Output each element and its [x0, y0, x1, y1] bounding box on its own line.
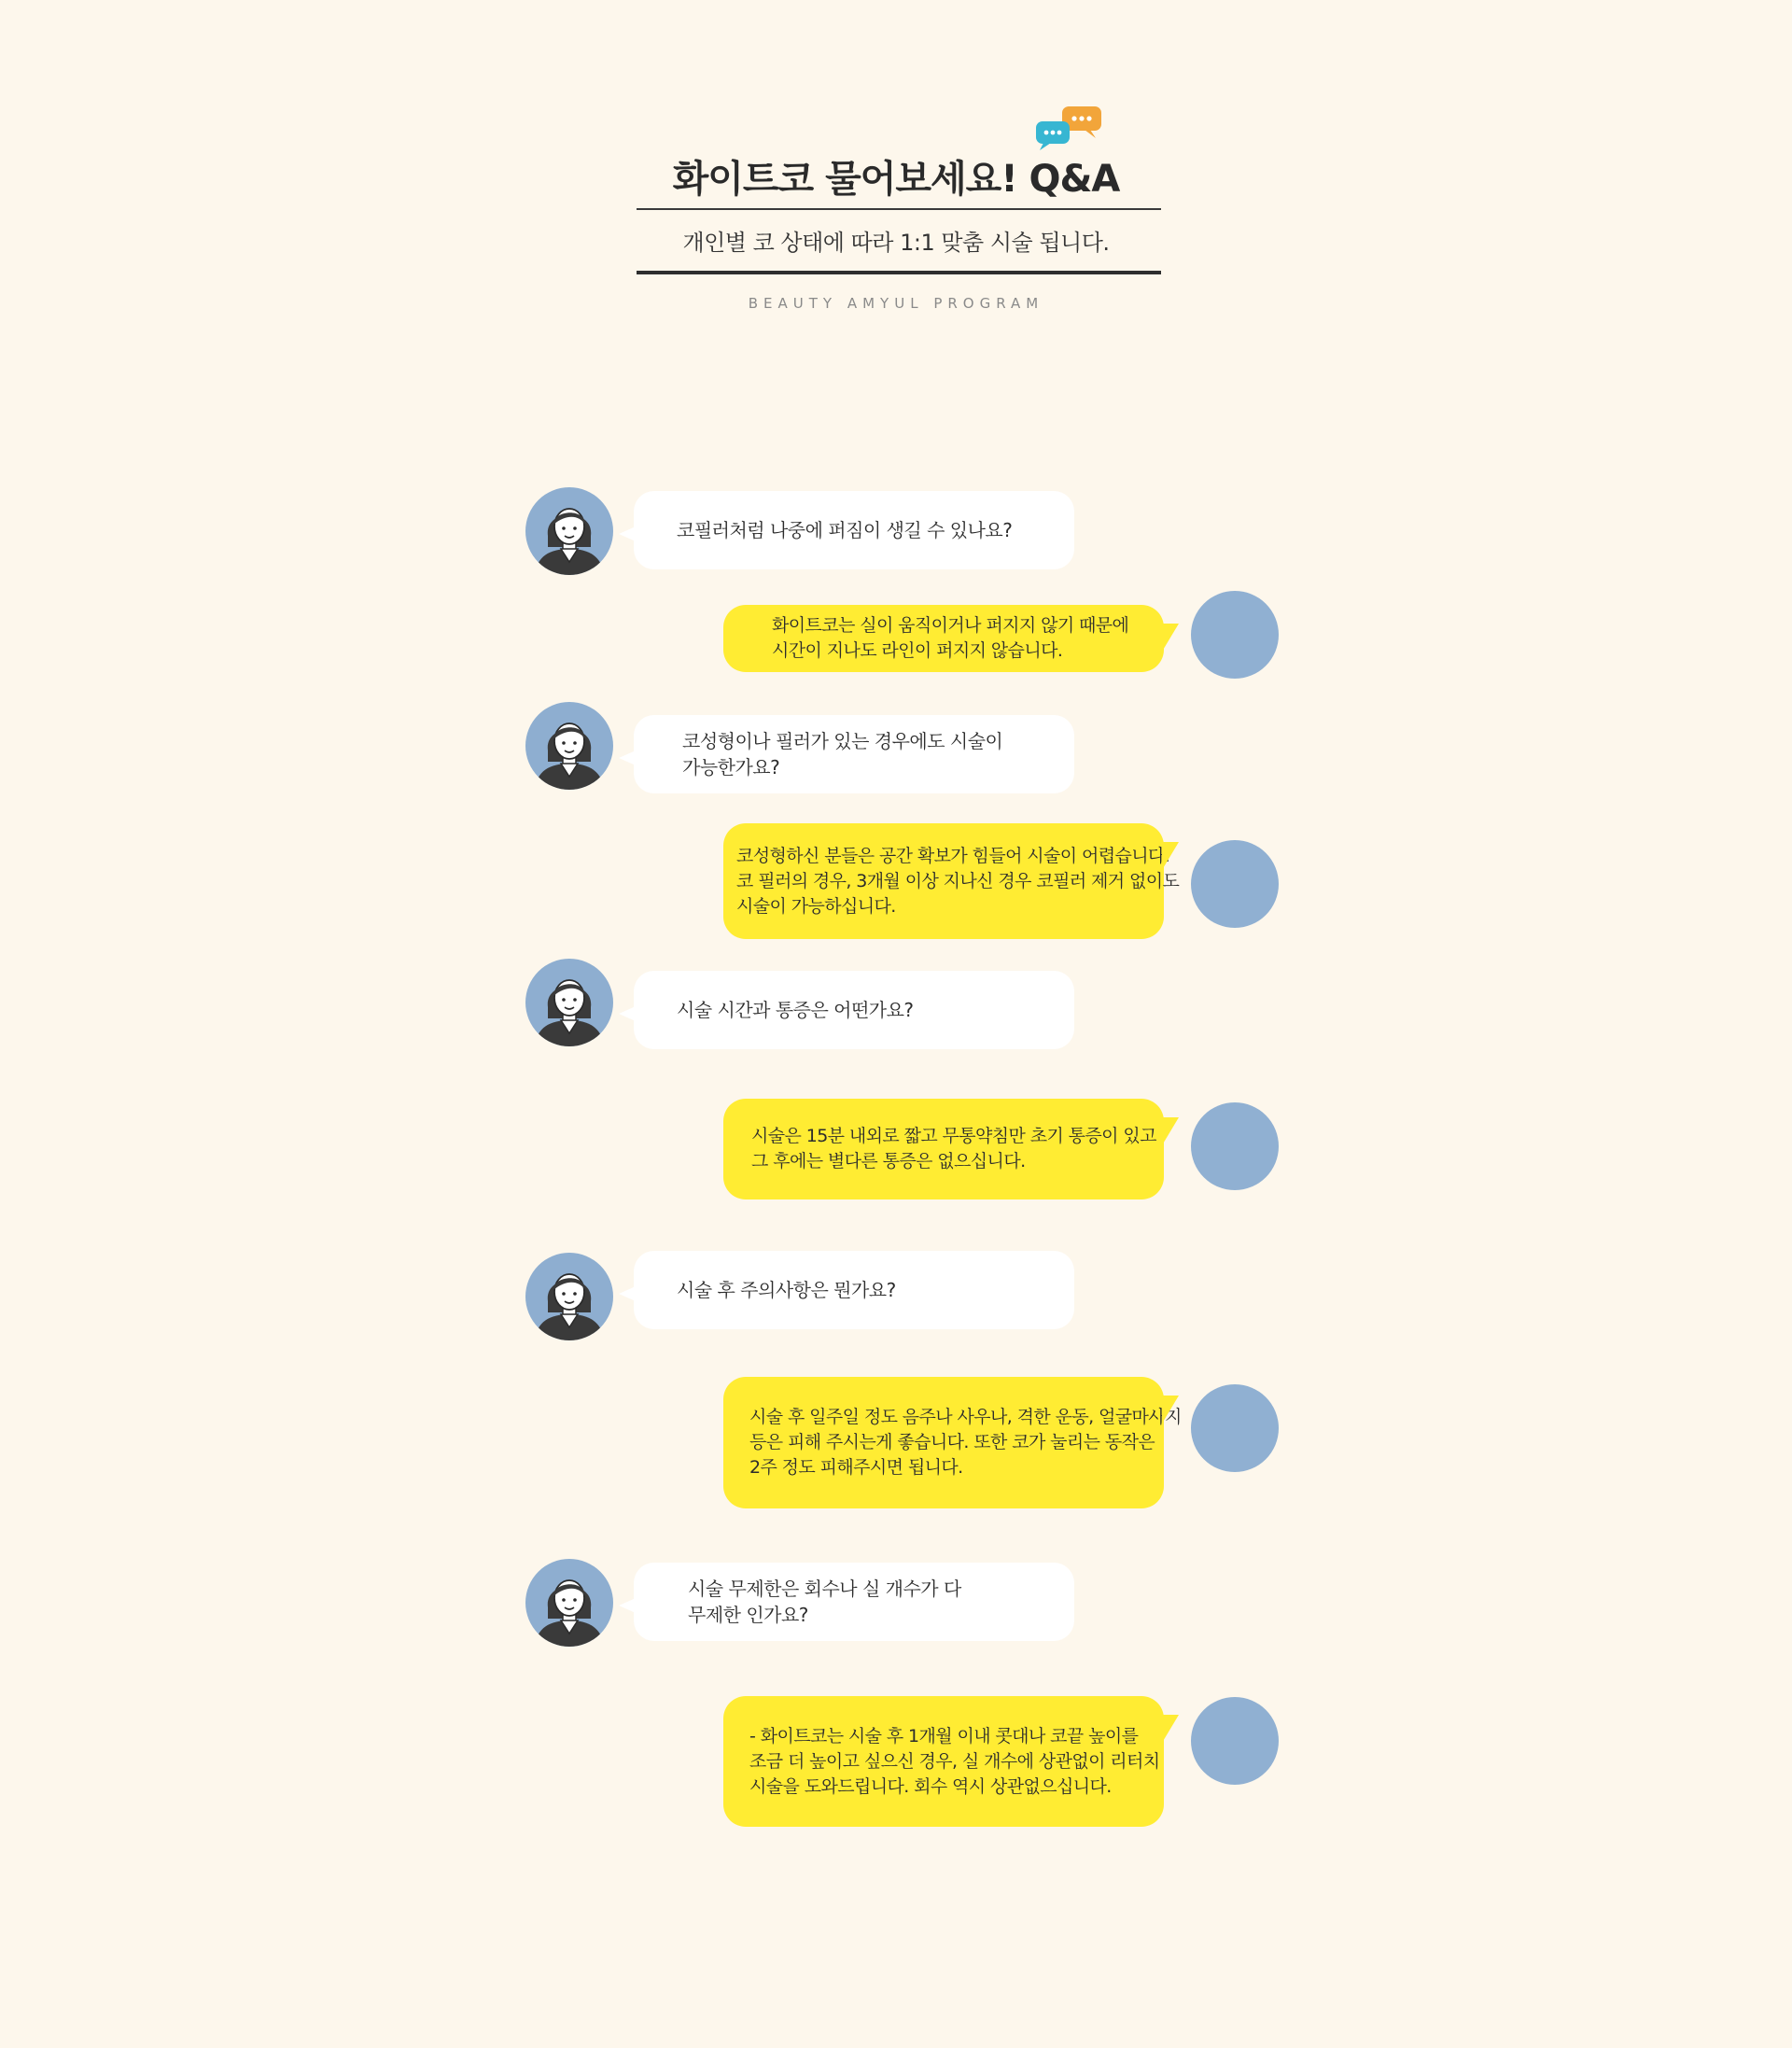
answer-text: 그 후에는 별다른 통증은 없으십니다.	[751, 1151, 1026, 1171]
question-text: 코필러처럼 나중에 퍼짐이 생길 수 있나요?	[677, 519, 1013, 541]
question-bubble	[634, 1251, 1074, 1329]
subtitle-divider	[637, 271, 1161, 274]
answer-bubble	[723, 1099, 1164, 1199]
woman-avatar-icon	[525, 487, 613, 575]
page-title: 화이트코 물어보세요! Q&A	[672, 158, 1120, 201]
question-bubble	[634, 491, 1074, 569]
answerer-avatar	[1191, 840, 1279, 928]
answerer-avatar	[1191, 1102, 1279, 1190]
answer-text: 시술을 도와드립니다. 회수 역시 상관없으십니다.	[749, 1775, 1112, 1797]
answer-text: 화이트코는 실이 움직이거나 퍼지지 않기 때문에	[772, 615, 1129, 636]
answer-text: 시간이 지나도 라인이 퍼지지 않습니다.	[772, 640, 1063, 661]
woman-avatar-icon	[525, 959, 613, 1046]
answer-text: 코성형하신 분들은 공간 확보가 힘들어 시술이 어렵습니다.	[736, 845, 1170, 866]
question-text: 시술 시간과 통증은 어떤가요?	[677, 999, 914, 1021]
answer-text: 조금 더 높이고 싶으신 경우, 실 개수에 상관없이 리터치	[749, 1750, 1160, 1772]
question-text: 가능한가요?	[682, 756, 780, 779]
question-text: 코성형이나 필러가 있는 경우에도 시술이	[682, 730, 1003, 752]
question-text: 시술 무제한은 회수나 실 개수가 다	[688, 1578, 961, 1600]
answer-text: - 화이트코는 시술 후 1개월 이내 콧대나 코끝 높이를	[749, 1725, 1139, 1746]
answer-bubble	[723, 605, 1164, 672]
answerer-avatar	[1191, 1384, 1279, 1472]
answer-bubble	[723, 823, 1180, 939]
speech-bubbles-icon	[1034, 105, 1103, 151]
question-text: 무제한 인가요?	[688, 1604, 808, 1626]
woman-avatar-icon	[525, 1253, 613, 1340]
answer-bubble	[723, 1377, 1182, 1508]
answerer-avatar	[1191, 1697, 1279, 1785]
answer-bubble	[723, 1696, 1164, 1827]
title-divider	[637, 208, 1161, 210]
question-bubble	[634, 715, 1074, 793]
answer-text: 시술 후 일주일 정도 음주나 사우나, 격한 운동, 얼굴마사지	[749, 1407, 1182, 1427]
woman-avatar-icon	[525, 702, 613, 790]
question-bubble	[634, 1563, 1074, 1641]
answer-text: 시술은 15분 내외로 짧고 무통약침만 초기 통증이 있고	[751, 1126, 1156, 1146]
page-subtitle: 개인별 코 상태에 따라 1:1 맞춤 시술 됩니다.	[682, 230, 1110, 256]
answer-text: 시술이 가능하십니다.	[736, 895, 896, 917]
question-bubble	[634, 971, 1074, 1049]
woman-avatar-icon	[525, 1559, 613, 1647]
question-text: 시술 후 주의사항은 뭔가요?	[677, 1279, 896, 1301]
answer-text: 코 필러의 경우, 3개월 이상 지나신 경우 코필러 제거 없이도	[736, 870, 1180, 891]
answerer-avatar	[1191, 591, 1279, 679]
tagline: BEAUTY AMYUL PROGRAM	[748, 295, 1044, 312]
answer-text: 2주 정도 피해주시면 됩니다.	[749, 1457, 963, 1478]
answer-text: 등은 피해 주시는게 좋습니다. 또한 코가 눌리는 동작은	[749, 1432, 1155, 1452]
